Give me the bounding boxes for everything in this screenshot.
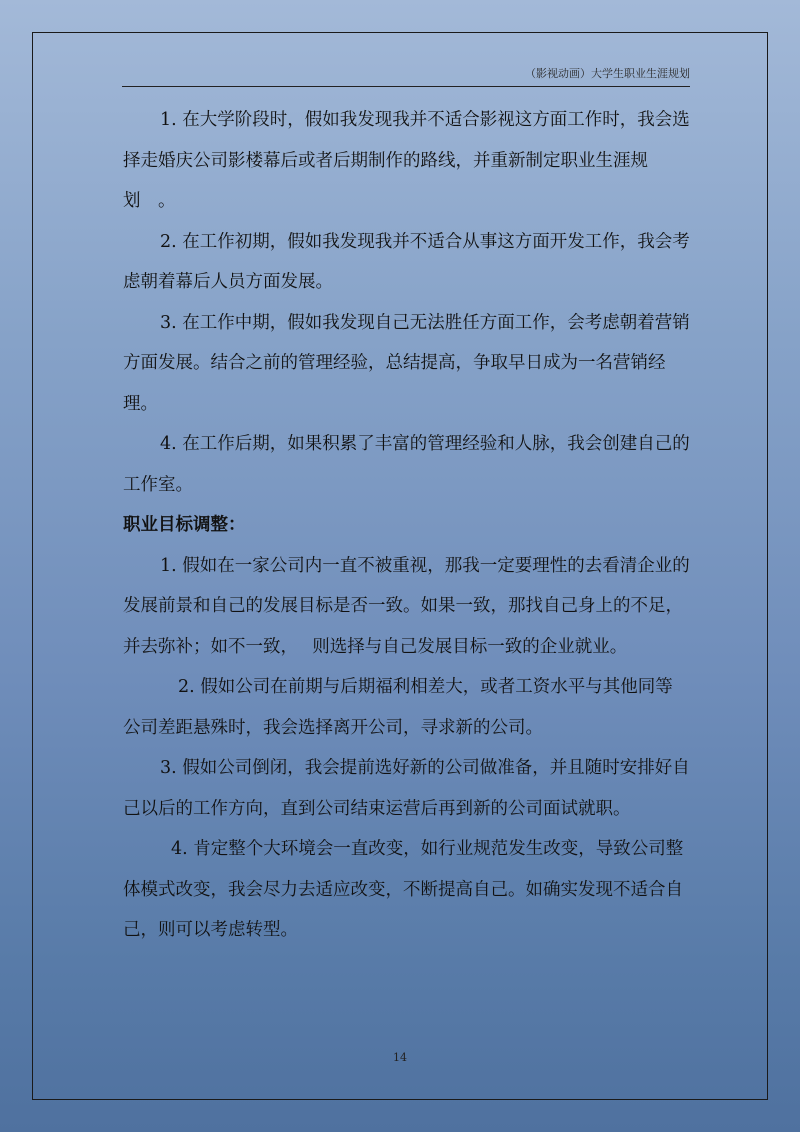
section-heading: 职业目标调整： xyxy=(123,515,246,535)
paragraph: 2. 假如公司在前期与后期福利相差大，或者工资水平与其他同等公司差距悬殊时，我会选择离开公司，寻求新的公司。 xyxy=(123,677,673,738)
paragraph: 3. 假如公司倒闭，我会提前选好新的公司做准备，并且随时安排好自己以后的工作方向，直到公司结束运营后再到新的公司面试就职。 xyxy=(123,758,690,819)
document-body xyxy=(123,100,690,951)
running-header: （影视动画）大学生职业生涯规划 xyxy=(122,66,690,87)
paragraph: 4. 肯定整个大环境会一直改变，如行业规范发生改变，导致公司整体模式改变，我会尽力去适应改变，不断提高自己。如确实发现不适合自己，则可以考虑转型。 xyxy=(123,839,684,940)
paragraph: 1. 假如在一家公司内一直不被重视，那我一定要理性的去看清企业的发展前景和自己的发展目标是否一致。如果一致，那找自己身上的不足，并去弥补；如不一致， 则选择与自己发展目标一致的企业就业。 xyxy=(123,555,690,657)
paragraph: 2. 在工作初期，假如我发现我并不适合从事这方面开发工作，我会考虑朝着幕后人员方面发展。 xyxy=(123,231,690,292)
paragraph: 1. 在大学阶段时，假如我发现我并不适合影视这方面工作时，我会选择走婚庆公司影楼幕后或者后期制作的路线，并重新制定职业生涯规划 。 xyxy=(123,110,690,211)
page-number: 14 xyxy=(393,1051,407,1064)
paragraph: 4. 在工作后期，如果积累了丰富的管理经验和人脉，我会创建自己的工作室。 xyxy=(123,434,690,495)
paragraph: 3. 在工作中期，假如我发现自己无法胜任方面工作，会考虑朝着营销方面发展。结合之前的管理经验，总结提高，争取早日成为一名营销经理。 xyxy=(123,312,690,414)
